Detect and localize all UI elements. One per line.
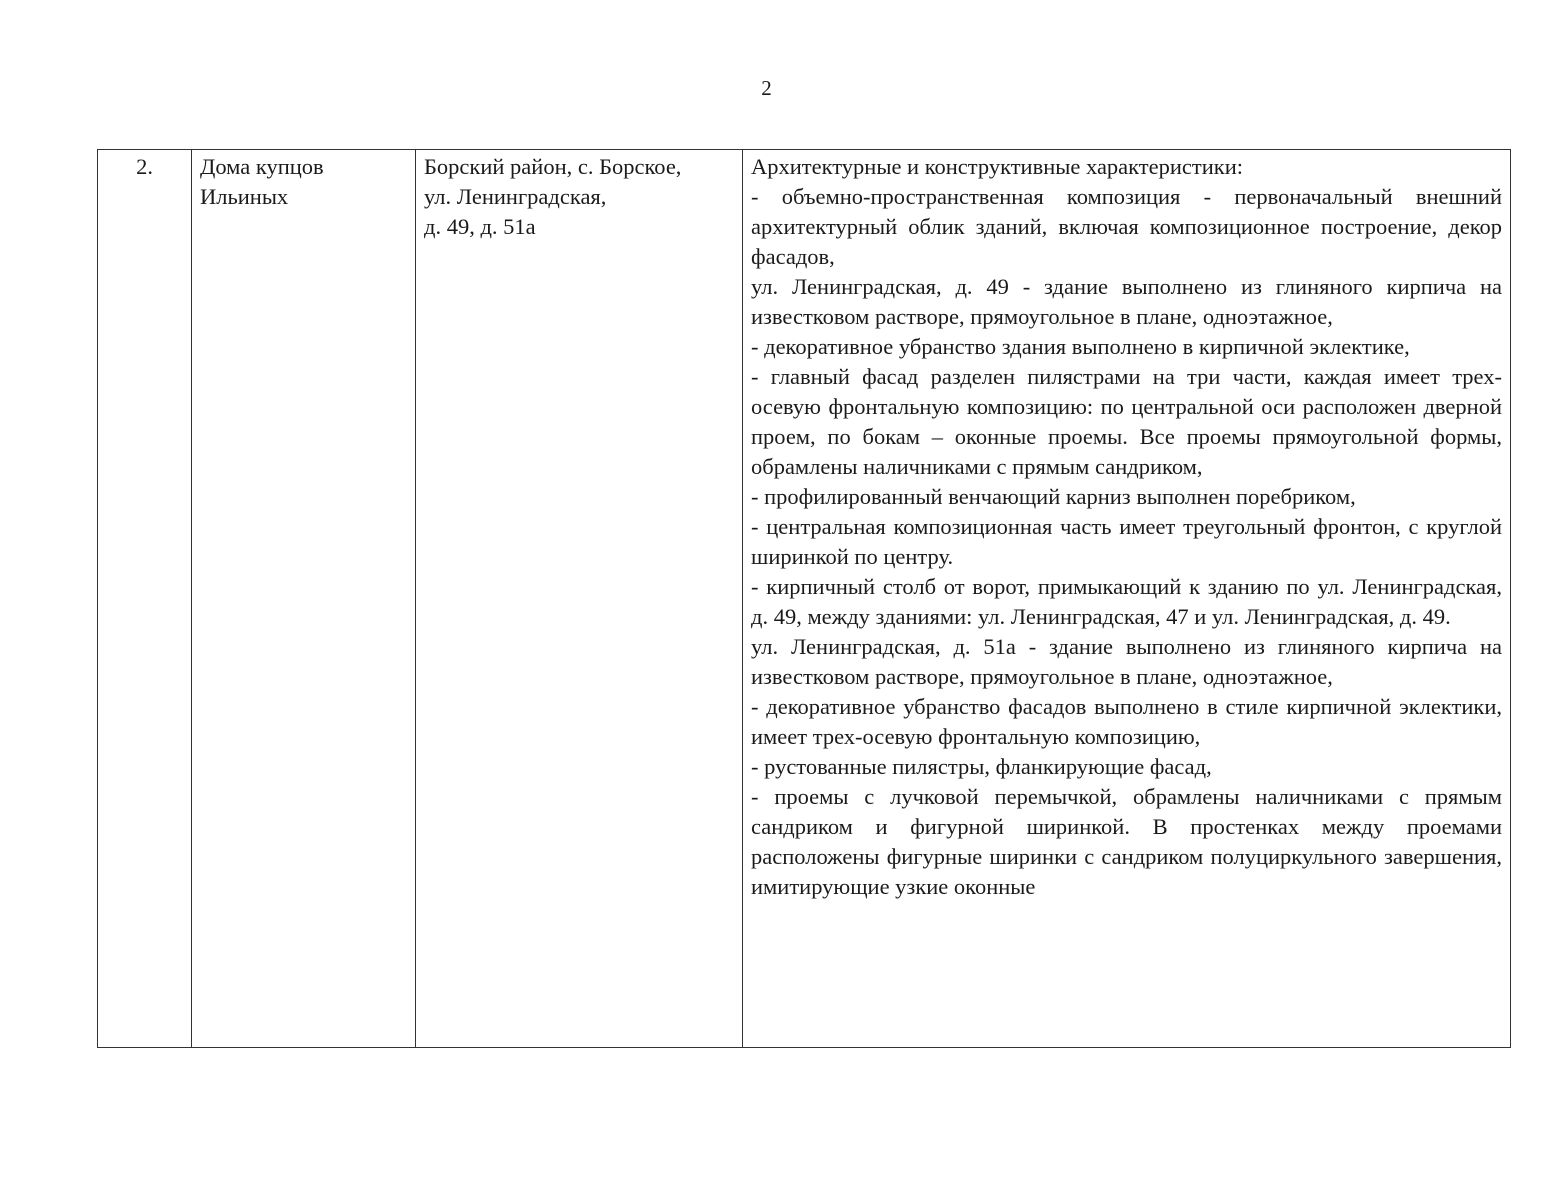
description-paragraph: - декоративное убранство фасадов выполнено в стиле кирпичной эклектики, имеет трех-осевую фронтальную композицию, [751, 694, 1502, 749]
table-row [98, 150, 1511, 1048]
page-number: 2 [761, 76, 772, 100]
object-description [743, 150, 1511, 1048]
address-line: д. 49, д. 51а [424, 214, 536, 239]
description-paragraph: - центральная композиционная часть имеет треугольный фронтон, с круглой ширинкой по центру. [751, 514, 1502, 569]
description-paragraph: ул. Ленинградская, д. 51а - здание выполнено из глиняного кирпича на известковом растворе, прямоугольное в плане, одноэтажное, [751, 634, 1502, 689]
description-paragraph: - декоративное убранство здания выполнено в кирпичной эклектике, [751, 334, 1410, 359]
row-number: 2. [98, 150, 192, 1048]
description-paragraph: - кирпичный столб от ворот, примыкающий к зданию по ул. Ленинградская, д. 49, между зданиями: ул. Ленинградская, 47 и ул. Ленинградская, д. 49. [751, 574, 1502, 629]
description-paragraph: Архитектурные и конструктивные характеристики: [751, 154, 1244, 179]
description-paragraph: - рустованные пилястры, фланкирующие фасад, [751, 754, 1212, 779]
address-line: Борский район, с. Борское, [424, 154, 682, 179]
description-paragraph: - профилированный венчающий карниз выполнен поребриком, [751, 484, 1356, 509]
object-address [416, 150, 743, 1048]
description-paragraph: - проемы с лучковой перемычкой, обрамлены наличниками с прямым сандриком и фигурной ширинкой. В простенках между проемами расположены фигурные ширинки с сандриком полуциркульного завершения, имитирующие узкие оконные [751, 784, 1502, 899]
description-paragraph: ул. Ленинградская, д. 49 - здание выполнено из глиняного кирпича на известковом растворе, прямоугольное в плане, одноэтажное, [751, 274, 1502, 329]
description-paragraph: - главный фасад разделен пилястрами на три части, каждая имеет трех-осевую фронтальную композицию: по центральной оси расположен дверной проем, по бокам – оконные проемы. Все проемы прямоугольной формы, обрамлены наличниками с прямым сандриком, [751, 364, 1502, 479]
address-line: ул. Ленинградская, [424, 184, 607, 209]
description-paragraph: - объемно-пространственная композиция - первоначальный внешний архитектурный облик зданий, включая композиционное построение, декор фасадов, [751, 184, 1502, 269]
monument-table [97, 149, 1511, 1048]
object-name: Дома купцов Ильиных [192, 150, 416, 1048]
